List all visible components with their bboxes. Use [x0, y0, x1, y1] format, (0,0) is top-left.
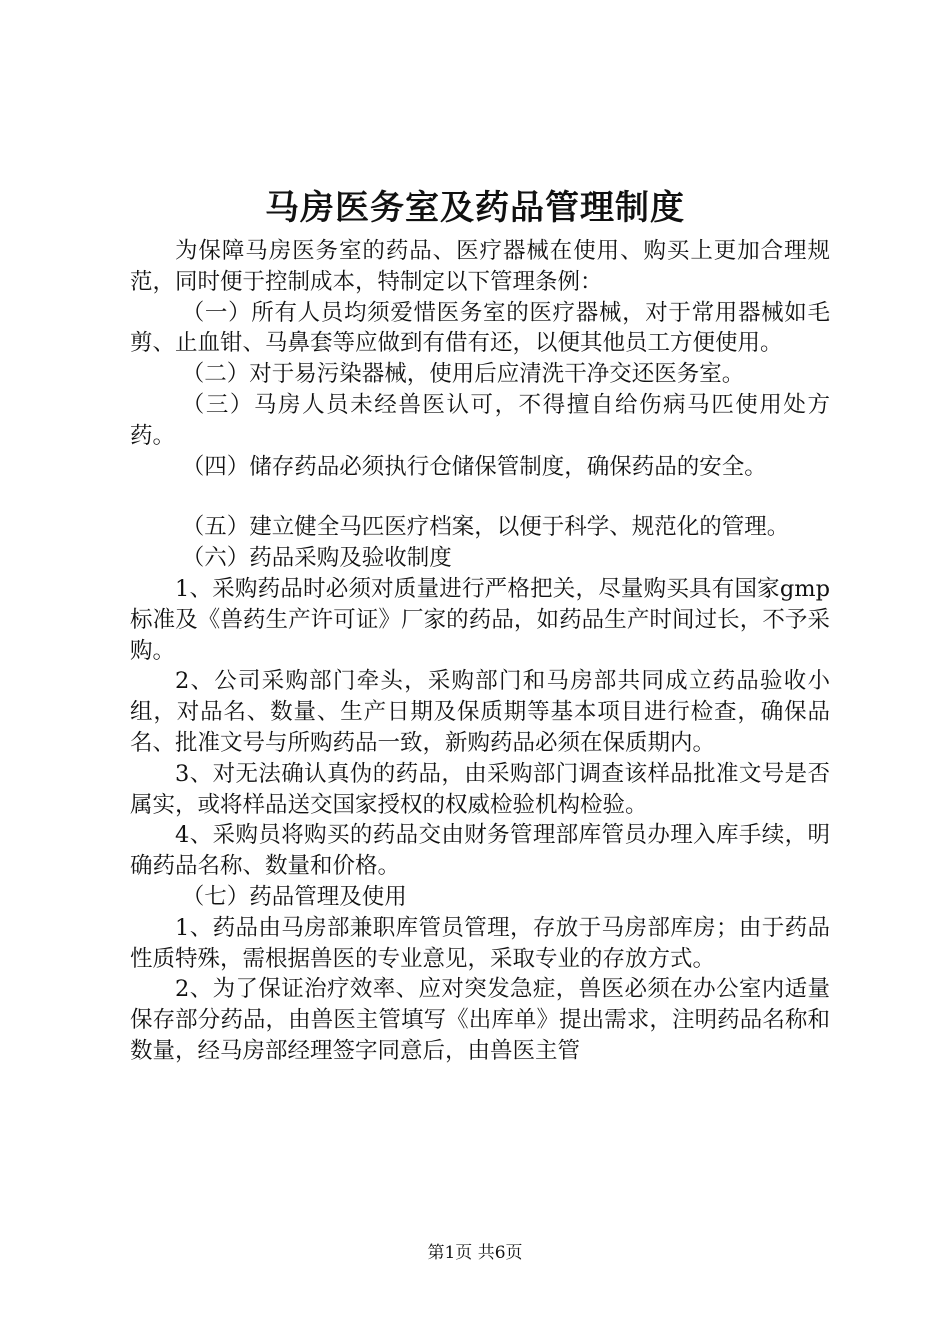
document-body [130, 236, 830, 1067]
clause-7-item-2: 2、为了保证治疗效率、应对突发急症，兽医必须在办公室内适量保存部分药品，由兽医主管填写《出库单》提出需求，注明药品名称和数量，经马房部经理签字同意后，由兽医主管 [130, 976, 830, 1064]
clause-7-heading: （七）药品管理及使用 [181, 883, 407, 910]
document-title: 马房医务室及药品管理制度 [265, 188, 685, 228]
clause-5-paragraph: （五）建立健全马匹医疗档案，以便于科学、规范化的管理。 [181, 514, 790, 541]
clause-3-paragraph: （三）马房人员未经兽医认可，不得擅自给伤病马匹使用处方药。 [130, 391, 830, 449]
clause-4-paragraph: （四）储存药品必须执行仓储保管制度，确保药品的安全。 [181, 453, 767, 480]
clause-7-item-1: 1、药品由马房部兼职库管员管理，存放于马房部库房；由于药品性质特殊，需根据兽医的专业意见，采取专业的存放方式。 [130, 914, 830, 972]
clause-1-paragraph: （一）所有人员均须爱惜医务室的医疗器械，对于常用器械如毛剪、止血钳、马鼻套等应做到有借有还，以便其他员工方便使用。 [130, 299, 830, 357]
clause-6-item-1: 1、采购药品时必须对质量进行严格把关，尽量购买具有国家gmp标准及《兽药生产许可证》厂家的药品，如药品生产时间过长，不予采购。 [130, 575, 830, 664]
clause-6-heading: （六）药品采购及验收制度 [181, 545, 452, 572]
clause-6-item-4: 4、采购员将购买的药品交由财务管理部库管员办理入库手续，明确药品名称、数量和价格。 [130, 822, 830, 880]
clause-2-paragraph: （二）对于易污染器械，使用后应清洗干净交还医务室。 [181, 361, 745, 388]
paragraph-gap [130, 482, 830, 512]
intro-paragraph: 为保障马房医务室的药品、医疗器械在使用、购买上更加合理规范，同时便于控制成本，特制定以下管理条例： [130, 238, 830, 295]
page-footer: 第1页 共6页 [427, 1243, 523, 1263]
clause-6-item-2: 2、公司采购部门牵头，采购部门和马房部共同成立药品验收小组，对品名、数量、生产日期及保质期等基本项目进行检查，确保品名、批准文号与所购药品一致，新购药品必须在保质期内。 [130, 668, 830, 756]
clause-6-item-3: 3、对无法确认真伪的药品，由采购部门调查该样品批准文号是否属实，或将样品送交国家授权的权威检验机构检验。 [130, 760, 830, 818]
